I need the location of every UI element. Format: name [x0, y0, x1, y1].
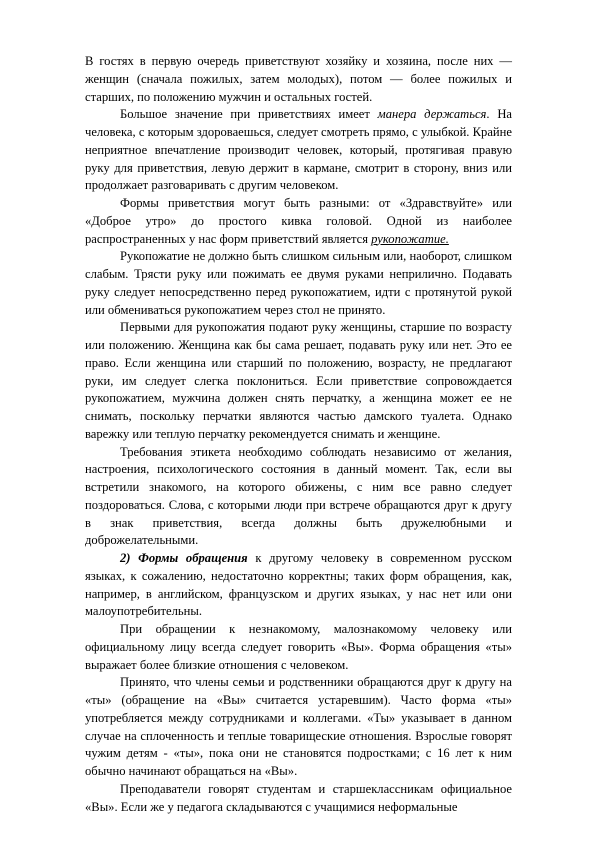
paragraph-text: к другому человеку в современном русском языках, к сожалению, недостаточно корректны; таких форм обращения, как, например, в английском, французском и других языках, у нас нет или они малоупотребительны. — [85, 551, 512, 619]
paragraph: Рукопожатие не должно быть слишком сильным или, наоборот, слишком слабым. Трясти руку или пожимать ее двумя руками неприлично. Подавать руку следует непосредственно перед рукопожатием, идти с протянутой рукой или обмениваться рукопожатием через стол не принято. — [85, 249, 512, 317]
document-body — [85, 53, 512, 816]
paragraph — [85, 550, 512, 621]
paragraph: Первыми для рукопожатия подают руку женщины, старшие по возрасту или положению. Женщина как бы сама решает, подавать руку или нет. Это ее право. Если женщина или старший по положению, возрасту, не предлагают руки, им следует слегка поклониться. Если приветствие сопровождается рукопожатием, мужчина должен снять перчатку, а женщина может ее не снимать, поскольку перчатки являются частью дамского туалета. Однако варежку или теплую перчатку рекомендуется снимать и женщине. — [85, 320, 512, 441]
paragraph: В гостях в первую очередь приветствуют хозяйку и хозяина, после них — женщин (сначала пожилых, затем молодых), потом — более пожилых и старших, по положению мужчин и остальных гостей. — [85, 54, 512, 104]
paragraph — [85, 106, 512, 195]
paragraph-text: Формы приветствия могут быть разными: от «Здравствуйте» или «Доброе утро» до простого кивка головой. Одной из наиболее распространенных у нас форм приветствий является — [85, 196, 512, 246]
paragraph-text: Большое значение при приветствиях имеет — [120, 107, 378, 122]
section-heading: 2) Формы обращения — [120, 551, 248, 565]
paragraph: Преподаватели говорят студентам и старшеклассникам официальное «Вы». Если же у педагога складываются с учащимися неформальные — [85, 781, 512, 814]
emphasis-text: манера держаться — [377, 107, 487, 122]
paragraph-text: . На человека, с которым здороваешься, следует смотреть прямо, с улыбкой. Крайне неприятное впечатление производит человек, который, протягивая правую руку для приветствия, левую держит в кармане, смотрит в сторону, вниз или продолжает разговаривать с другим человеком. — [85, 107, 512, 193]
paragraph: При обращении к незнакомому, малознакомому человеку или официальному лицу всегда следует говорить «Вы». Форма обращения «ты» выражает более близкие отношения с человеком. — [85, 622, 512, 672]
paragraph — [85, 195, 512, 248]
paragraph: Требования этикета необходимо соблюдать независимо от желания, настроения, психологического состояния в данный момент. Так, если вы встретили знакомого, на которого обижены, с ним все равно следует поздороваться. Слова, с которыми люди при встрече обращаются друг к другу в знак приветствия, всегда должны быть дружелюбными и доброжелательными. — [85, 444, 512, 548]
emphasis-text: рукопожатие. — [371, 231, 449, 246]
paragraph: Принято, что члены семьи и родственники обращаются друг к другу на «ты» (обращение на «Вы» считается устаревшим). Часто форма «ты» употребляется между сотрудниками и коллегами. «Ты» указывает в данном случае на сплоченность и теплые товарищеские отношения. Взрослые говорят чужим детям - «ты», пока они не становятся подростками; с 16 лет к ним обычно начинают обращаться на «Вы». — [85, 675, 512, 778]
